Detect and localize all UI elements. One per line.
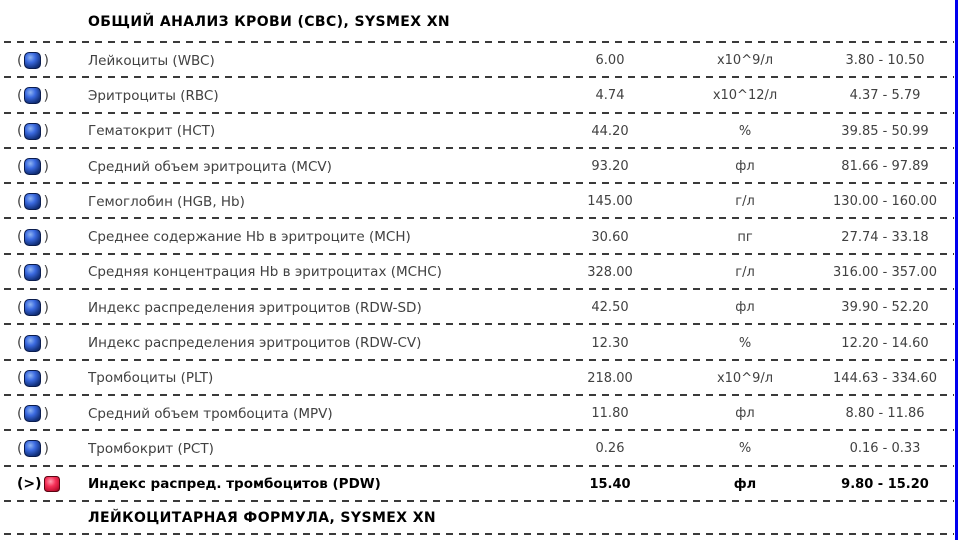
status-flag-cell	[0, 370, 88, 387]
result-value: 93.20	[591, 159, 629, 175]
window-border-right	[955, 0, 958, 540]
flag-open: (	[17, 123, 23, 140]
status-flag-cell	[0, 229, 88, 246]
table-row	[0, 219, 960, 254]
result-value: 44.20	[591, 123, 629, 139]
table-row	[0, 361, 960, 396]
flag-close: )	[43, 52, 49, 69]
flag-open: (	[17, 87, 23, 104]
section-title-cbc: ОБЩИЙ АНАЛИЗ КРОВИ (CBC), SYSMEX XN	[0, 0, 960, 43]
status-flag-cell	[0, 299, 88, 316]
blue-ball-icon	[24, 52, 41, 69]
parameter-name: Лейкоциты (WBC)	[88, 52, 215, 69]
parameter-name: Средняя концентрация Hb в эритроцитах (MCHC)	[88, 264, 442, 281]
blue-ball-icon	[24, 440, 41, 457]
blue-ball-icon	[24, 405, 41, 422]
reference-range: 4.37 - 5.79	[849, 88, 921, 104]
flag-open: (	[17, 299, 23, 316]
parameter-name: Индекс распределения эритроцитов (RDW-SD)	[88, 299, 422, 316]
flag-open: (	[17, 370, 23, 387]
reference-range: 8.80 - 11.86	[845, 406, 925, 422]
flag-close: )	[43, 123, 49, 140]
red-ball-icon	[44, 476, 60, 492]
flag-close: )	[43, 158, 49, 175]
flag-open: (	[17, 193, 23, 210]
flag-close: )	[43, 405, 49, 422]
unit-label: фл	[735, 406, 755, 422]
result-value: 145.00	[587, 194, 633, 210]
parameter-name: Индекс распределения эритроцитов (RDW-CV)	[88, 335, 422, 352]
flag-close: )	[43, 440, 49, 457]
unit-label: фл	[735, 300, 755, 316]
reference-range: 27.74 - 33.18	[841, 229, 929, 245]
flag-open: (	[17, 229, 23, 246]
table-row	[0, 149, 960, 184]
parameter-name: Индекс распред. тромбоцитов (PDW)	[88, 476, 381, 493]
table-row	[0, 325, 960, 360]
unit-label: %	[738, 441, 752, 457]
result-value: 4.74	[595, 88, 625, 104]
reference-range: 12.20 - 14.60	[841, 335, 929, 351]
status-flag-cell	[0, 264, 88, 281]
reference-range: 0.16 - 0.33	[849, 441, 921, 457]
result-value: 218.00	[587, 370, 633, 386]
flag-open: (>)	[17, 476, 42, 493]
reference-range: 3.80 - 10.50	[845, 53, 925, 69]
table-row	[0, 290, 960, 325]
status-flag-cell	[0, 52, 88, 69]
table-row	[0, 184, 960, 219]
unit-label: г/л	[735, 264, 755, 280]
parameter-name: Средний объем эритроцита (MCV)	[88, 158, 332, 175]
unit-label: фл	[733, 476, 757, 492]
blue-ball-icon	[24, 229, 41, 246]
unit-label: %	[738, 335, 752, 351]
parameter-name: Эритроциты (RBC)	[88, 87, 219, 104]
table-row	[0, 255, 960, 290]
result-value: 0.26	[595, 441, 625, 457]
status-flag-cell	[0, 440, 88, 457]
reference-range: 81.66 - 97.89	[841, 159, 929, 175]
blue-ball-icon	[24, 87, 41, 104]
reference-range: 316.00 - 357.00	[833, 264, 937, 280]
parameter-name: Тромбокрит (PCT)	[88, 440, 214, 457]
table-row	[0, 396, 960, 431]
reference-range: 39.90 - 52.20	[841, 300, 929, 316]
blue-ball-icon	[24, 370, 41, 387]
flag-close: )	[43, 335, 49, 352]
flag-close: )	[43, 264, 49, 281]
section-title-leukocyte-formula: ЛЕЙКОЦИТАРНАЯ ФОРМУЛА, SYSMEX XN	[0, 502, 960, 535]
table-row	[0, 78, 960, 113]
blue-ball-icon	[24, 299, 41, 316]
parameter-name: Гемоглобин (HGB, Hb)	[88, 193, 245, 210]
result-value: 42.50	[591, 300, 629, 316]
blue-ball-icon	[24, 264, 41, 281]
unit-label: x10^9/л	[716, 370, 774, 386]
flag-close: )	[43, 193, 49, 210]
flag-close: )	[43, 229, 49, 246]
result-value: 15.40	[589, 476, 631, 492]
unit-label: x10^12/л	[712, 88, 778, 104]
table-row	[0, 467, 960, 502]
flag-close: )	[43, 299, 49, 316]
blue-ball-icon	[24, 123, 41, 140]
unit-label: %	[738, 123, 752, 139]
blue-ball-icon	[24, 193, 41, 210]
reference-range: 39.85 - 50.99	[841, 123, 929, 139]
result-value: 11.80	[591, 406, 629, 422]
blue-ball-icon	[24, 335, 41, 352]
status-flag-cell	[0, 193, 88, 210]
results-table	[0, 43, 960, 502]
flag-open: (	[17, 335, 23, 352]
result-value: 30.60	[591, 229, 629, 245]
unit-label: пг	[737, 229, 753, 245]
flag-open: (	[17, 52, 23, 69]
flag-close: )	[43, 370, 49, 387]
flag-open: (	[17, 440, 23, 457]
flag-close: )	[43, 87, 49, 104]
status-flag-cell	[0, 335, 88, 352]
status-flag-cell	[0, 405, 88, 422]
status-flag-cell	[0, 476, 88, 492]
reference-range: 144.63 - 334.60	[833, 370, 937, 386]
table-row	[0, 431, 960, 466]
reference-range: 9.80 - 15.20	[841, 476, 929, 492]
result-value: 6.00	[595, 53, 625, 69]
blue-ball-icon	[24, 158, 41, 175]
table-row	[0, 43, 960, 78]
status-flag-cell	[0, 158, 88, 175]
reference-range: 130.00 - 160.00	[833, 194, 937, 210]
flag-open: (	[17, 405, 23, 422]
status-flag-cell	[0, 87, 88, 104]
unit-label: г/л	[735, 194, 755, 210]
parameter-name: Гематокрит (HCT)	[88, 123, 216, 140]
flag-open: (	[17, 158, 23, 175]
parameter-name: Тромбоциты (PLT)	[88, 370, 214, 387]
status-flag-cell	[0, 123, 88, 140]
flag-open: (	[17, 264, 23, 281]
parameter-name: Среднее содержание Hb в эритроците (MCH)	[88, 229, 411, 246]
unit-label: фл	[735, 159, 755, 175]
result-value: 12.30	[591, 335, 629, 351]
table-row	[0, 114, 960, 149]
parameter-name: Средний объем тромбоцита (MPV)	[88, 405, 333, 422]
unit-label: x10^9/л	[716, 53, 774, 69]
result-value: 328.00	[587, 264, 633, 280]
